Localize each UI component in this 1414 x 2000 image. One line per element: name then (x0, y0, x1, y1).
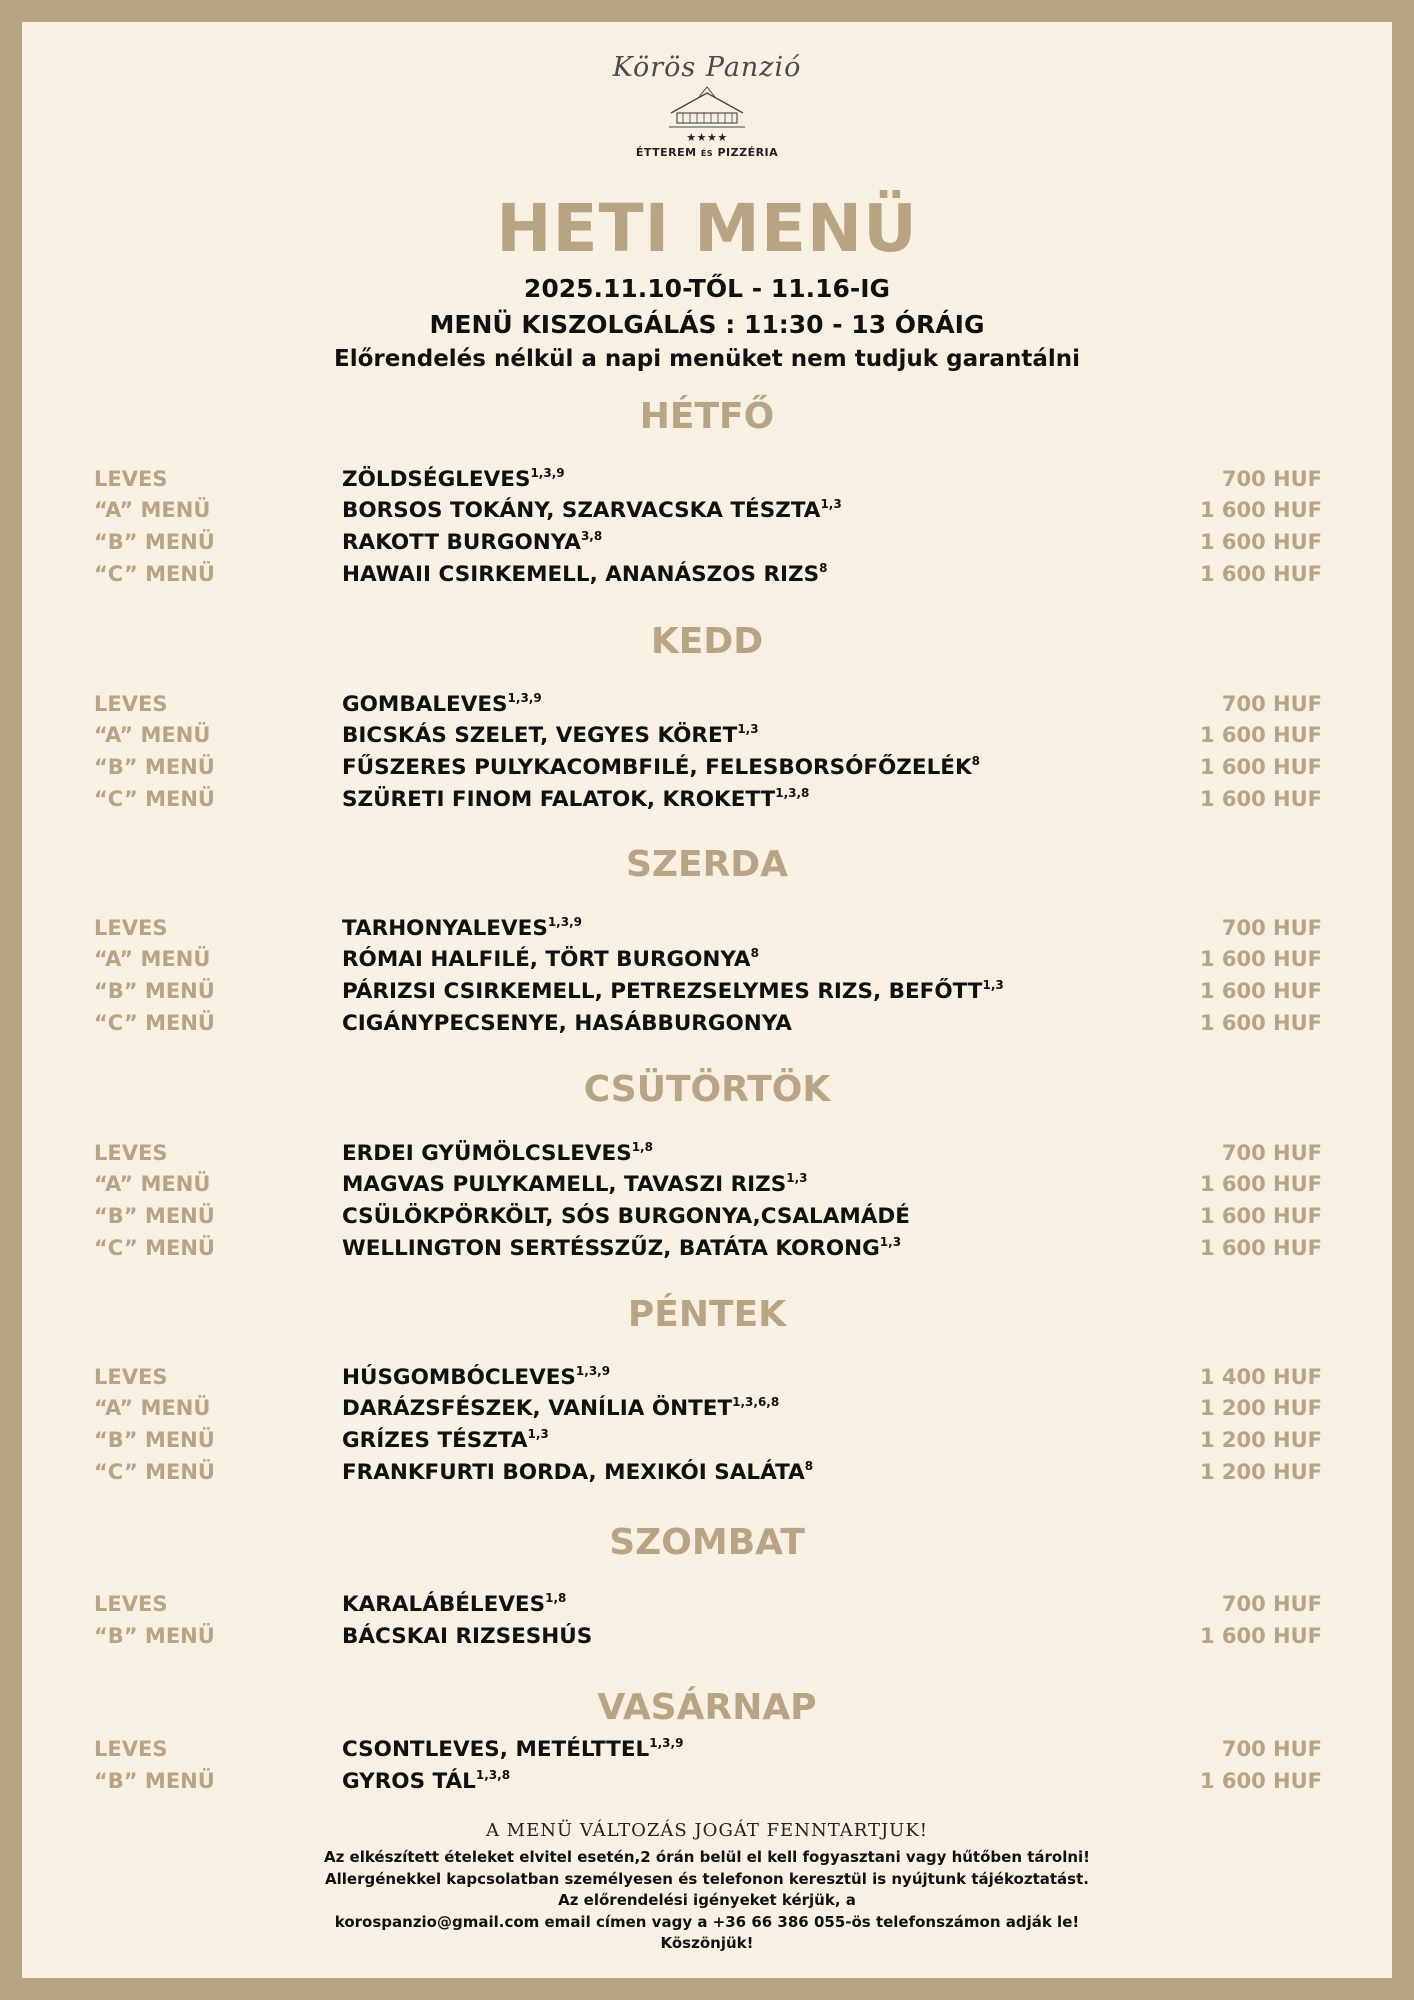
menu-category: “B” MENÜ (94, 755, 215, 779)
menu-price: 1 600 HUF (1199, 755, 1322, 779)
allergen-codes: 1,8 (545, 1591, 567, 1605)
dish-name: BICSKÁS SZELET, VEGYES KÖRET (342, 723, 738, 748)
menu-price: 1 600 HUF (1199, 1236, 1322, 1260)
menu-price: 1 600 HUF (1199, 979, 1322, 1003)
logo-subtitle-pizzeria: PIZZÉRIA (717, 146, 779, 159)
allergen-codes: 8 (750, 946, 759, 960)
restaurant-logo (22, 52, 1392, 159)
day-heading: KEDD (650, 621, 764, 662)
menu-price: 1 600 HUF (1199, 530, 1322, 554)
menu-row (22, 916, 1392, 946)
allergen-codes: 1,3,9 (649, 1736, 684, 1750)
dish-name: FŰSZERES PULYKACOMBFILÉ, FELESBORSÓFŐZELÉK (342, 755, 972, 780)
menu-category: “C” MENÜ (94, 562, 215, 586)
dish-name: KARALÁBÉLEVES (342, 1592, 546, 1617)
day-heading: SZERDA (625, 844, 789, 885)
menu-category: “B” MENÜ (94, 1204, 215, 1228)
menu-price: 700 HUF (1221, 692, 1322, 716)
dish-name: CSONTLEVES, METÉLTTEL (342, 1737, 650, 1762)
dish-name: CIGÁNYPECSENYE, HASÁBBURGONYA (342, 1011, 792, 1036)
page-title: HETI MENÜ (496, 190, 918, 267)
menu-row (22, 530, 1392, 560)
footer-line: Az előrendelési igényeket kérjük, a (558, 1891, 856, 1909)
menu-row (22, 1011, 1392, 1041)
logo-stars: ★★★★ (686, 131, 728, 144)
dish-name: FRANKFURTI BORDA, MEXIKÓI SALÁTA (342, 1460, 805, 1485)
menu-category: “C” MENÜ (94, 1236, 215, 1260)
day-heading: CSÜTÖRTÖK (583, 1069, 831, 1110)
menu-price: 1 600 HUF (1199, 1769, 1322, 1793)
dish-name-wrap (342, 1011, 792, 1036)
menu-row (22, 498, 1392, 528)
date-range: 2025.11.10-TŐL - 11.16-IG (523, 274, 891, 303)
menu-category: “B” MENÜ (94, 1428, 215, 1452)
dish-name: ERDEI GYÜMÖLCSLEVES (342, 1141, 632, 1166)
menu-row (22, 1769, 1392, 1799)
menu-category: LEVES (94, 916, 168, 940)
menu-price: 700 HUF (1221, 916, 1322, 940)
menu-page (22, 22, 1392, 1978)
allergen-codes: 1,3,8 (475, 1768, 511, 1782)
menu-category: “B” MENÜ (94, 979, 215, 1003)
dish-name: BÁCSKAI RIZSESHÚS (342, 1624, 593, 1649)
menu-price: 1 600 HUF (1199, 1172, 1322, 1196)
allergen-codes: 1,3 (737, 722, 759, 736)
dish-name-wrap (342, 1769, 510, 1794)
dish-name: SZÜRETI FINOM FALATOK, KROKETT (342, 787, 776, 812)
day-heading: PÉNTEK (627, 1294, 787, 1335)
menu-category: LEVES (94, 1737, 168, 1761)
allergen-codes: 1,3,9 (547, 915, 582, 929)
menu-price: 1 600 HUF (1199, 723, 1322, 747)
footer (22, 1820, 1392, 1955)
menu-category: LEVES (94, 1592, 168, 1616)
menu-row (22, 947, 1392, 977)
dish-name-wrap (342, 1592, 566, 1617)
dish-name: RAKOTT BURGONYA (342, 530, 581, 555)
menu-row (22, 755, 1392, 785)
allergen-codes: 1,3 (820, 497, 842, 511)
menu-price: 1 600 HUF (1199, 1011, 1322, 1035)
menu-row (22, 562, 1392, 592)
menu-row (22, 1141, 1392, 1171)
allergen-codes: 1,3,9 (575, 1364, 611, 1378)
menu-row (22, 979, 1392, 1009)
dish-name-wrap (342, 947, 759, 972)
menu-category: “B” MENÜ (94, 1624, 215, 1648)
menu-category: “A” MENÜ (94, 498, 211, 522)
menu-row (22, 1624, 1392, 1654)
menu-price: 1 600 HUF (1199, 562, 1322, 586)
menu-category: “A” MENÜ (94, 1172, 211, 1196)
menu-category: “A” MENÜ (94, 723, 211, 747)
allergen-codes: 3,8 (580, 529, 603, 543)
logo-script-text: Körös Panzió (612, 52, 802, 83)
dish-name-wrap (342, 1624, 592, 1649)
dish-name-wrap (342, 1141, 653, 1166)
menu-category: LEVES (94, 467, 168, 491)
allergen-codes: 1,8 (631, 1140, 653, 1154)
menu-category: “B” MENÜ (94, 1769, 215, 1793)
day-heading: SZOMBAT (609, 1522, 805, 1563)
allergen-codes: 8 (819, 561, 828, 575)
menu-price: 1 200 HUF (1199, 1460, 1322, 1484)
menu-category: “C” MENÜ (94, 1011, 215, 1035)
allergen-codes: 1,3 (786, 1171, 808, 1185)
menu-row (22, 1428, 1392, 1458)
dish-name: CSÜLÖKPÖRKÖLT, SÓS BURGONYA,CSALAMÁDÉ (342, 1204, 910, 1229)
dish-name: GOMBALEVES (342, 692, 508, 717)
dish-name-wrap (342, 1396, 779, 1421)
dish-name: DARÁZSFÉSZEK, VANÍLIA ÖNTET (342, 1396, 733, 1421)
menu-row (22, 467, 1392, 497)
dish-name: RÓMAI HALFILÉ, TÖRT BURGONYA (342, 947, 751, 972)
allergen-codes: 1,3,9 (507, 691, 542, 705)
dish-name-wrap (342, 755, 980, 780)
menu-row (22, 1365, 1392, 1395)
allergen-codes: 1,3,9 (530, 466, 565, 480)
allergen-codes: 1,3,6,8 (732, 1395, 780, 1409)
dish-name-wrap (342, 692, 542, 717)
menu-category: “C” MENÜ (94, 787, 215, 811)
dish-name-wrap (342, 1460, 813, 1485)
menu-row (22, 1460, 1392, 1490)
allergen-codes: 1,3 (982, 978, 1004, 992)
menu-price: 700 HUF (1221, 1141, 1322, 1165)
dish-name-wrap (342, 787, 809, 812)
menu-price: 1 600 HUF (1199, 787, 1322, 811)
menu-category: “A” MENÜ (94, 1396, 211, 1420)
dish-name-wrap (342, 723, 759, 748)
preorder-notice: Előrendelés nélkül a napi menüket nem tudjuk garantálni (334, 346, 1080, 372)
menu-row (22, 787, 1392, 817)
menu-row (22, 1592, 1392, 1622)
footer-line: Köszönjük! (660, 1934, 754, 1952)
dish-name-wrap (342, 467, 565, 492)
menu-price: 1 600 HUF (1199, 1624, 1322, 1648)
menu-price: 700 HUF (1221, 1592, 1322, 1616)
menu-category: LEVES (94, 1365, 168, 1389)
dish-name-wrap (342, 979, 1004, 1004)
day-heading: VASÁRNAP (597, 1687, 817, 1728)
dish-name: HÚSGOMBÓCLEVES (342, 1365, 576, 1390)
dish-name-wrap (342, 1428, 549, 1453)
footer-line: korospanzio@gmail.com email címen vagy a +36 66 386 055-ös telefonszámon adják le! (334, 1912, 1080, 1931)
menu-category: “C” MENÜ (94, 1460, 215, 1484)
allergen-codes: 1,3 (879, 1235, 902, 1249)
allergen-codes: 1,3 (527, 1427, 549, 1441)
logo-subtitle-es: ÉS (700, 149, 714, 158)
menu-category: LEVES (94, 1141, 168, 1165)
menu-category: LEVES (94, 692, 168, 716)
dish-name: BORSOS TOKÁNY, SZARVACSKA TÉSZTA (342, 498, 821, 523)
dish-name-wrap (342, 498, 842, 523)
menu-price: 1 600 HUF (1199, 1204, 1322, 1228)
allergen-codes: 1,3,8 (775, 786, 810, 800)
menu-category: “A” MENÜ (94, 947, 211, 971)
menu-row (22, 1737, 1392, 1767)
menu-price: 1 600 HUF (1199, 498, 1322, 522)
menu-price: 1 200 HUF (1199, 1428, 1322, 1452)
dish-name-wrap (342, 1236, 901, 1261)
menu-price: 1 600 HUF (1199, 947, 1322, 971)
footer-line: Az elkészített ételeket elvitel esetén,2 órán belül el kell fogyasztani vagy hűtőben tárolni! (323, 1848, 1091, 1866)
dish-name: PÁRIZSI CSIRKEMELL, PETREZSELYMES RIZS, BEFŐTT (342, 979, 983, 1004)
menu-price: 1 400 HUF (1199, 1365, 1322, 1389)
dish-name: GYROS TÁL (342, 1769, 476, 1794)
dish-name: ZÖLDSÉGLEVES (342, 467, 531, 492)
menu-price: 700 HUF (1221, 467, 1322, 491)
dish-name-wrap (342, 1737, 683, 1762)
menu-row (22, 1396, 1392, 1426)
dish-name: HAWAII CSIRKEMELL, ANANÁSZOS RIZS (342, 562, 820, 587)
service-time: MENÜ KISZOLGÁLÁS : 11:30 - 13 ÓRÁIG (429, 310, 985, 339)
dish-name: TARHONYALEVES (342, 916, 548, 941)
menu-category: “B” MENÜ (94, 530, 215, 554)
menu-row (22, 692, 1392, 722)
footer-title: A MENÜ VÁLTOZÁS JOGÁT FENNTARTJUK! (485, 1820, 929, 1841)
dish-name-wrap (342, 1172, 808, 1197)
footer-line: Allergénekkel kapcsolatban személyesen és telefonon keresztül is nyújtunk tájékoztatást. (325, 1869, 1089, 1888)
dish-name-wrap (342, 1365, 610, 1390)
menu-row (22, 1236, 1392, 1266)
building-icon (657, 83, 757, 129)
menu-row (22, 723, 1392, 753)
logo-subtitle-etterem: ÉTTEREM (635, 146, 697, 159)
dish-name: MAGVAS PULYKAMELL, TAVASZI RIZS (342, 1172, 787, 1197)
menu-price: 1 200 HUF (1199, 1396, 1322, 1420)
dish-name-wrap (342, 562, 827, 587)
allergen-codes: 8 (971, 754, 980, 768)
dish-name-wrap (342, 916, 582, 941)
allergen-codes: 8 (804, 1459, 814, 1473)
menu-price: 700 HUF (1221, 1737, 1322, 1761)
logo-subtitle (22, 146, 1392, 159)
dish-name-wrap (342, 1204, 910, 1229)
day-heading: HÉTFŐ (639, 396, 775, 437)
menu-row (22, 1172, 1392, 1202)
dish-name: WELLINGTON SERTÉSSZŰZ, BATÁTA KORONG (342, 1236, 880, 1261)
menu-row (22, 1204, 1392, 1234)
dish-name-wrap (342, 530, 602, 555)
dish-name: GRÍZES TÉSZTA (342, 1428, 528, 1453)
